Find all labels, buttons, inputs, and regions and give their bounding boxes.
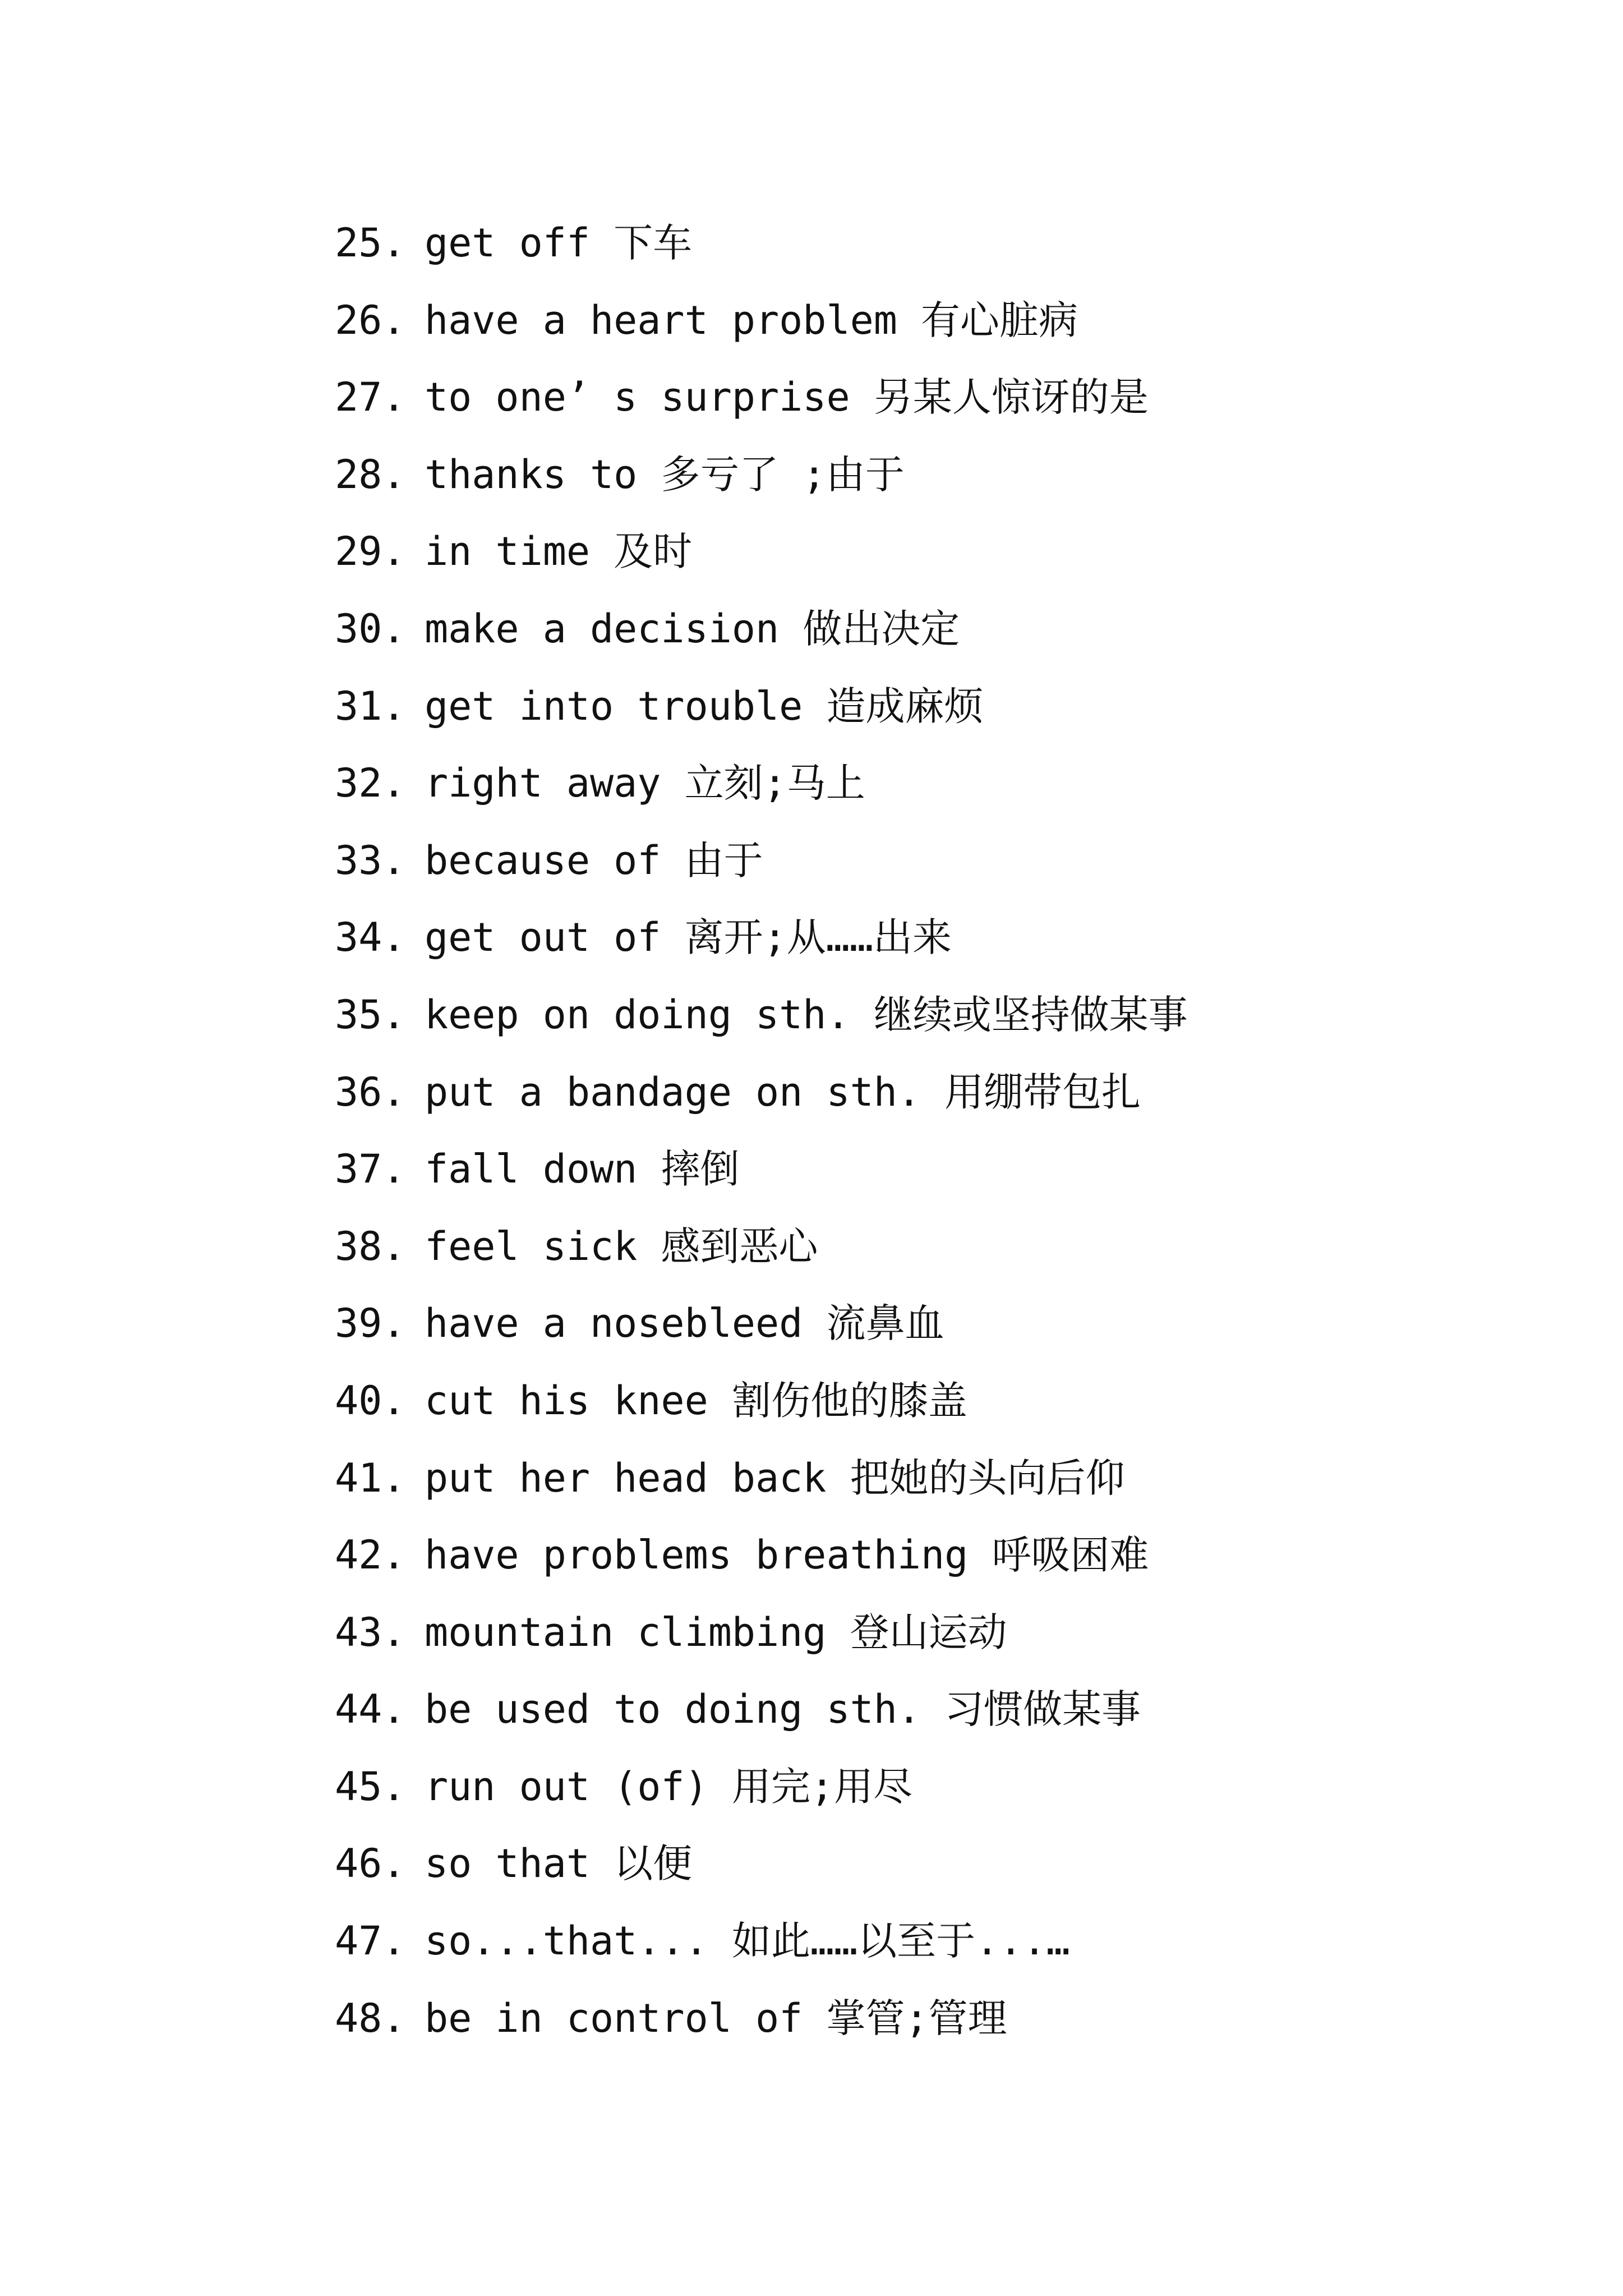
list-item — [335, 1453, 1541, 1530]
list-item — [335, 218, 1541, 295]
list-item — [335, 604, 1541, 681]
item-text: have problems breathing 呼吸困难 — [425, 1532, 1149, 1579]
list-item — [335, 1375, 1541, 1453]
vocabulary-list — [335, 218, 1541, 2070]
list-item — [335, 1144, 1541, 1221]
list-item — [335, 912, 1541, 990]
list-item — [335, 526, 1541, 604]
item-text: make a decision 做出决定 — [425, 605, 960, 652]
list-item — [335, 835, 1541, 913]
item-text: so that 以便 — [425, 1841, 693, 1887]
list-item — [335, 1684, 1541, 1761]
item-text: get into trouble 造成麻烦 — [425, 683, 984, 729]
item-number: 41. — [335, 1455, 406, 1501]
item-text: be used to doing sth. 习惯做某事 — [425, 1686, 1141, 1733]
item-number: 26. — [335, 297, 406, 343]
list-item — [335, 681, 1541, 758]
item-text: put her head back 把她的头向后仰 — [425, 1455, 1125, 1501]
item-text: to one’ s surprise 另某人惊讶的是 — [425, 374, 1149, 421]
item-text: because of 由于 — [425, 837, 763, 884]
item-number: 35. — [335, 991, 406, 1038]
item-text: so...that... 如此……以至于...… — [425, 1918, 1070, 1964]
item-text: have a nosebleed 流鼻血 — [425, 1300, 944, 1347]
item-number: 25. — [335, 220, 406, 266]
item-number: 48. — [335, 1995, 406, 2041]
item-number: 32. — [335, 760, 406, 807]
item-text: run out (of) 用完;用尽 — [425, 1763, 913, 1810]
item-number: 39. — [335, 1300, 406, 1347]
item-number: 40. — [335, 1377, 406, 1424]
item-number: 34. — [335, 914, 406, 961]
list-item — [335, 295, 1541, 372]
list-item — [335, 1761, 1541, 1839]
item-text: get out of 离开;从……出来 — [425, 914, 952, 961]
item-number: 30. — [335, 605, 406, 652]
list-item — [335, 990, 1541, 1067]
item-number: 29. — [335, 528, 406, 575]
list-item — [335, 1530, 1541, 1607]
item-number: 42. — [335, 1532, 406, 1579]
list-item — [335, 1607, 1541, 1685]
list-item — [335, 1067, 1541, 1144]
item-text: in time 及时 — [425, 528, 693, 575]
list-item — [335, 1221, 1541, 1299]
list-item — [335, 758, 1541, 835]
list-item — [335, 1298, 1541, 1375]
item-number: 27. — [335, 374, 406, 421]
item-number: 33. — [335, 837, 406, 884]
item-text: cut his knee 割伤他的膝盖 — [425, 1377, 967, 1424]
item-number: 38. — [335, 1223, 406, 1269]
item-text: have a heart problem 有心脏病 — [425, 297, 1078, 343]
item-number: 28. — [335, 451, 406, 498]
item-text: right away 立刻;马上 — [425, 760, 865, 807]
list-item — [335, 1993, 1541, 2070]
item-text: feel sick 感到恶心 — [425, 1223, 818, 1269]
item-number: 47. — [335, 1918, 406, 1964]
item-number: 45. — [335, 1763, 406, 1810]
item-text: keep on doing sth. 继续或坚持做某事 — [425, 991, 1188, 1038]
item-number: 43. — [335, 1609, 406, 1655]
item-text: fall down 摔倒 — [425, 1146, 740, 1193]
item-number: 36. — [335, 1069, 406, 1115]
item-number: 44. — [335, 1686, 406, 1733]
item-number: 37. — [335, 1146, 406, 1193]
item-number: 46. — [335, 1841, 406, 1887]
item-text: get off 下车 — [425, 220, 693, 266]
item-text: be in control of 掌管;管理 — [425, 1995, 1007, 2041]
item-text: mountain climbing 登山运动 — [425, 1609, 1007, 1655]
list-item — [335, 1838, 1541, 1916]
list-item — [335, 449, 1541, 527]
list-item — [335, 372, 1541, 449]
item-text: thanks to 多亏了 ;由于 — [425, 451, 905, 498]
item-number: 31. — [335, 683, 406, 729]
list-item — [335, 1916, 1541, 1993]
item-text: put a bandage on sth. 用绷带包扎 — [425, 1069, 1141, 1115]
